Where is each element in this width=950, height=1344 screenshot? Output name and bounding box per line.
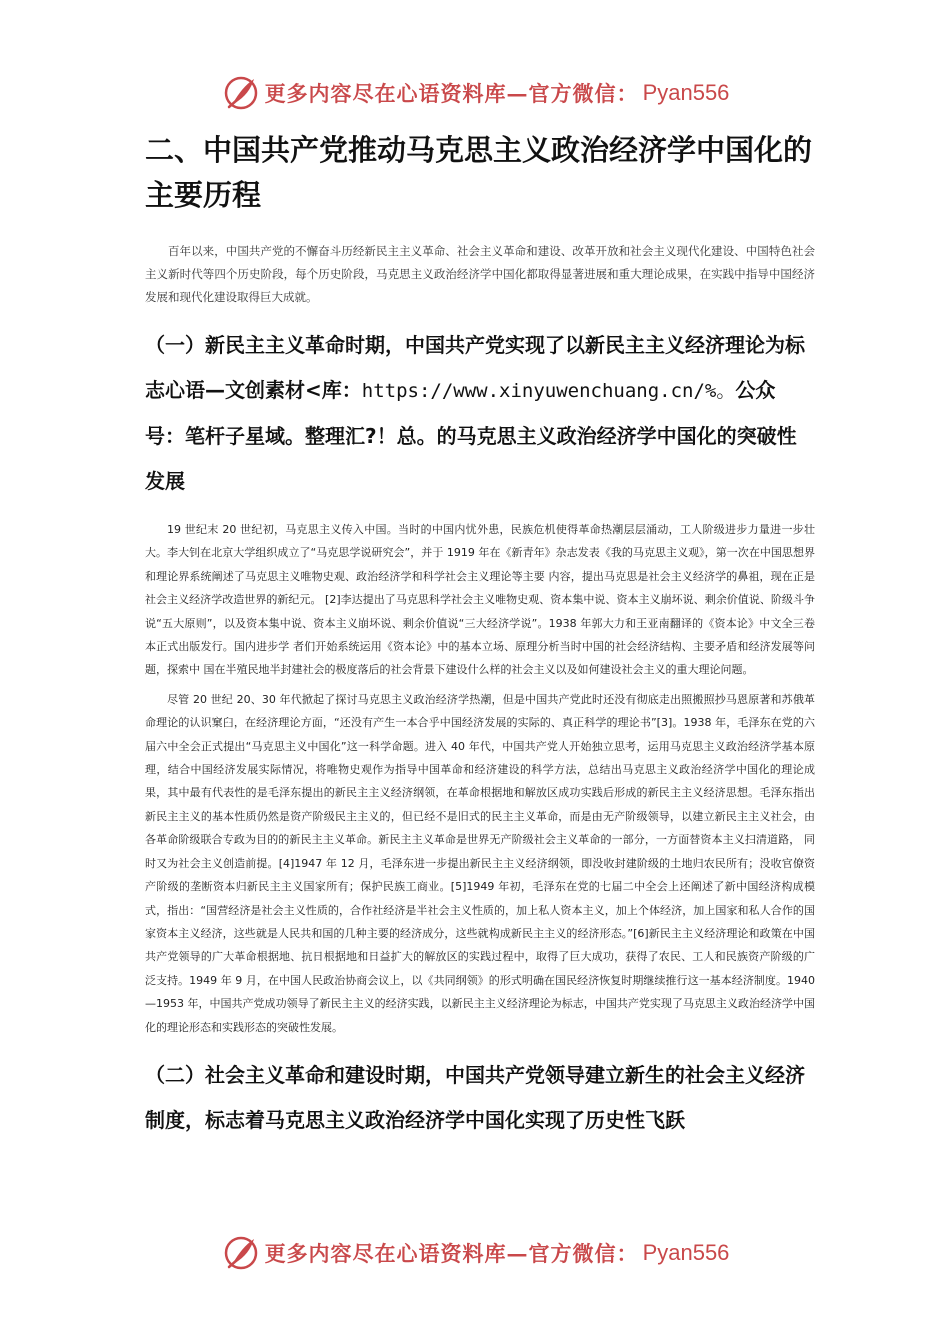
feather-quill-logo-icon: [221, 73, 261, 113]
banner-text: 更多内容尽在心语资料库—官方微信：: [264, 1241, 639, 1266]
section-1-heading: [145, 323, 815, 504]
section-2-heading: （二）社会主义革命和建设时期，中国共产党领导建立新生的社会主义经济制度，标志着马克思主义政治经济学中国化实现了历史性飞跃: [145, 1062, 805, 1132]
document-title: 二、中国共产党推动马克思主义政治经济学中国化的主要历程: [145, 133, 813, 212]
banner-text: 更多内容尽在心语资料库—官方微信：: [264, 81, 639, 106]
header-banner: [0, 70, 950, 116]
document-body: [145, 128, 815, 1143]
section-1-heading-text-b: 公众号：笔杆子星域。整理汇?！总。的马克思主义政治经济学中国化的突破性发展: [145, 378, 797, 493]
intro-paragraph: 百年以来，中国共产党的不懈奋斗历经新民主主义革命、社会主义革命和建设、改革开放和社会主义现代化建设、中国特色社会主义新时代等四个历史阶段，每个历史阶段，马克思主义政治经济学中国化都取得显著进展和重大理论成果，在实践中指导中国经济发展和现代化建设取得巨大成就。: [145, 244, 815, 304]
banner-wechat-handle: Pyan556: [642, 1240, 730, 1265]
section-1-paragraph-2: 尽管 20 世纪 20、30 年代掀起了探讨马克思主义政治经济学热潮，但是中国共产党此时还没有彻底走出照搬照抄马恩原著和苏俄革命理论的认识窠臼，在经济理论方面，“还没有产生一本合乎中国经济发展的实际的、真正科学的理论书”[3]。1938 年，毛泽东在党的六届六中全会正式提出“马克思主义中国化”这一科学命题。进入 40 年代，中国共产党人开始独立思考，运用马克思主义政治经济学基本原理，结合中国经济发展实际情况，将唯物史观作为指导中国革命和经济建设的科学方法，总结出马克思主义政治经济学中国化的理论成果，其中最有代表性的是毛泽东提出的新民主主义经济纲领，在革命根据地和解放区成功实践后形成的新民主主义经济思想。毛泽东指出新民主主义的基本性质仍然是资产阶级民主主义的，但已经不是旧式的民主主义革命，而是由无产阶级领导，以建立新民主主义社会，由各革命阶级联合专政为目的的新民主主义革命。新民主主义革命是世界无产阶级社会主义革命的一部分，一方面替资本主义扫清道路， 同时又为社会主义创造前提。[4]1947 年 12 月，毛泽东进一步提出新民主主义经济纲领，即没收封建阶级的土地归农民所有；没收官僚资产阶级的垄断资本归新民主主义国家所有；保护民族工商业。[5]1949 年初，毛泽东在党的七届二中全会上还阐述了新中国经济构成模式，指出：“国营经济是社会主义性质的，合作社经济是半社会主义性质的，加上私人资本主义，加上个体经济，加上国家和私人合作的国家资本主义经济，这些就是人民共和国的几种主要的经济成分，这些就构成新民主主义的经济形态。”[6]新民主主义经济理论和政策在中国共产党领导的广大革命根据地、抗日根据地和日益扩大的解放区的实践过程中，取得了巨大成功，获得了农民、工人和民族资产阶级的广泛支持。1949 年 9 月，在中国人民政治协商会议上，以《共同纲领》的形式明确在国民经济恢复时期继续推行这一基本经济制度。1940—1953 年，中国共产党成功领导了新民主主义的经济实践，以新民主主义经济理论为标志，中国共产党实现了马克思主义政治经济学中国化的理论形态和实践形态的突破性发展。: [145, 692, 815, 1034]
feather-quill-logo-icon: [221, 1233, 261, 1273]
banner-wechat-handle: Pyan556: [642, 80, 730, 105]
section-1-heading-text-a: （一）新民主主义革命时期，中国共产党实现了以新民主主义经济理论为标志心语—文创素材<库：: [145, 333, 805, 402]
section-1-paragraph-1: 19 世纪末 20 世纪初，马克思主义传入中国。当时的中国内忧外患，民族危机使得革命热潮层层涌动，工人阶级进步力量进一步壮大。李大钊在北京大学组织成立了“马克思学说研究会”，并于 1919 年在《新青年》杂志发表《我的马克思主义观》，第一次在中国思想界和理论界系统阐述了马克思主义唯物史观、政治经济学和科学社会主义理论等主要 内容，提出马克思是社会主义经济学的鼻祖，现在正是社会主义经济学改造世界的新纪元。 [2]李达提出了马克思科学社会主义唯物史观、资本集中说、资本主义崩坏说、剩余价值说、阶级斗争说“五大原则”，以及资本集中说、资本主义崩坏说、剩余价值说“三大经济学说”。1938 年郭大力和王亚南翻译的《资本论》中文全三卷本正式出版发行。国内进步学 者们开始系统运用《资本论》中的基本立场、原理分析当时中国的社会经济结构、主要矛盾和经济发展等问题，探索中 国在半殖民地半封建社会的极度落后的社会背景下建设什么样的社会主义以及如何建设社会主义的重大理论问题。: [145, 523, 815, 677]
section-1-heading-url: https://www.xinyuwenchuang.cn/%。: [361, 380, 736, 402]
footer-banner: [0, 1230, 950, 1276]
